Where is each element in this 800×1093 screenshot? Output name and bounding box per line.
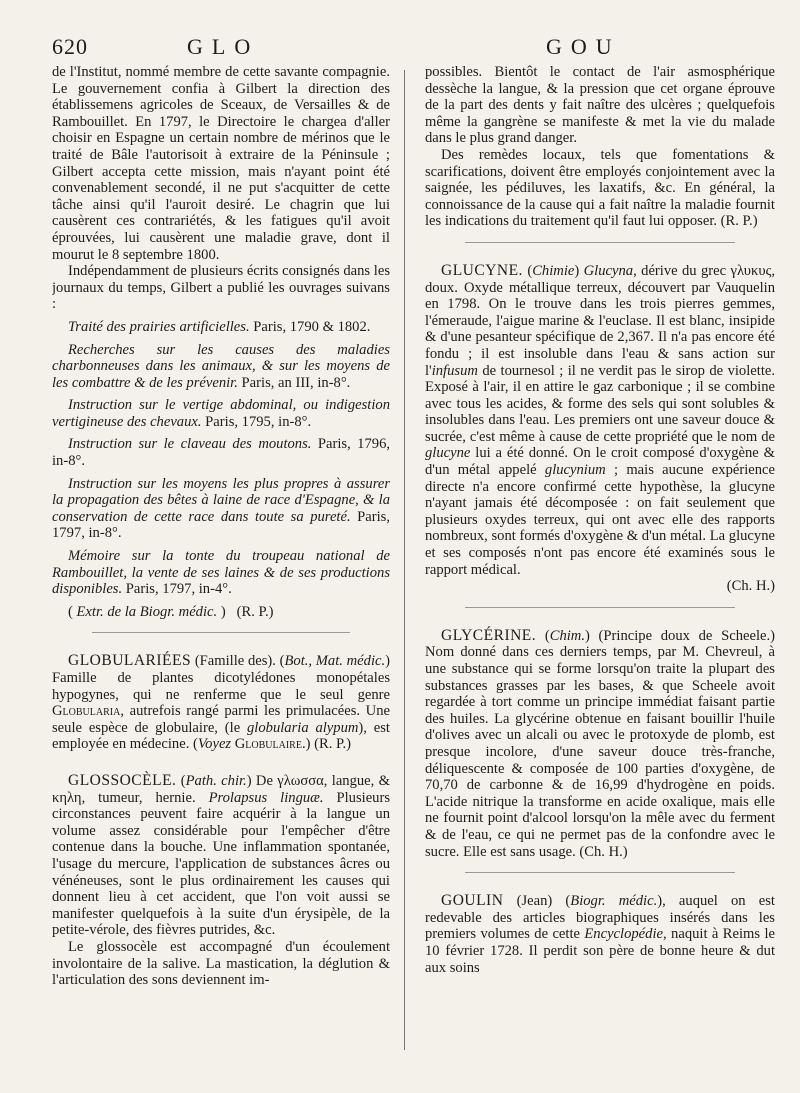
article-glycerine: GLYCÉRINE. (Chim.) (Principe doux de Scheele.) Nom donné dans ces derniers temps, par M. Chevreul, à une substance qui se forme lorsqu'on traite la plupart des substances grasses par les bases, & que Scheele avoit regardée à tort comme un principe immédiat faisant partie des huiles. La glycérine obtenue en faisant bouillir l'huile d'olives avec un alcali ou avec le protoxyde de plomb, est presque incolore, d'une saveur douce très-franche, déliquescente & composée de 100 parties d'oxygène, de 70,70 de carbonne & de 16,99 d'hydrogène en poids. L'acide nitrique la transforme en acide oxalique, mais elle ne fournit point d'alcool lorsqu'on la mêle avec du ferment & de l'eau, ce qui ne permet pas de la confondre avec le sucre. Elle est sans usage. (Ch. H.) xyxy=(425,626,775,860)
article-goulin: GOULIN (Jean) (Biogr. médic.), auquel on est redevable des articles biographiques insérés dans les premiers volumes de cette Encyclopédie, naquit à Reims le 10 février 1728. Il perdit son père de bonne heure & dut aux soins xyxy=(425,892,775,976)
paragraph-continuation: de l'Institut, nommé membre de cette savante compagnie. Le gouvernement confia à Gilbert la direction des établissemens agricoles de Sceaux, de Versailles & de Rambouillet. En 1797, le Directoire le chargea d'aller choisir en Espagne un certain nombre de mérinos que le traité de Bâle l'autorisoit à extraire de la Péninsule ; Gilbert accepta cette mission, mais n'ayant point été convenablement secondé, il ne put s'acquitter de cette tâche ainsi qu'il l'auroit desiré. Le chagrin que lui causèrent ces contrariétés, & les fatigues qu'il avoit éprouvées, lui causèrent une maladie grave, dont il mourut le 8 septembre 1800. xyxy=(52,64,390,263)
work-title: Mémoire sur la tonte du troupeau national de Rambouillet, la vente de ses laines & de ses productions disponibles. xyxy=(52,548,390,598)
article-glucyne: GLUCYNE. (Chimie) Glucyna, dérive du grec γλυκυς, doux. Oxyde métallique terreux, découvert par Vauquelin en 1798. On le trouve dans les trois pierres gemmes, l'émeraude, l'aigue marine & l'euclase. Il est blanc, insipide & d'une pesanteur spécifique de 2,367. Il n'a pas encore été fondu ; il est insoluble dans l'eau & sans action sur l'infusum de tournesol ; il ne verdit pas le sirop de violette. Exposé à l'air, il en attire le gaz carbonique ; il se combine avec tous les acides, & forme des sels qui sont solubles & insolubles dans l'eau. Les premiers ont une saveur douce & sucrée, c'est même à cause de cette propriété que le nom de glucyne lui a été donné. On le croit composé d'oxygène & d'un métal appelé glucynium ; mais aucune expérience directe n'a encore confirmé cette hypothèse, la glucyne n'ayant jamais été décomposée : on fait seulement que plusieurs oxydes terreux, qui ont avec elle des rapports nombreux, sont formés d'oxygène & d'un métal. La glucyne et ses composés n'ont pas encore été examinés sous le rapport médical. xyxy=(425,261,775,578)
article-glossocele: GLOSSOCÈLE. (Path. chir.) De γλωσσα, langue, & κηλη, tumeur, hernie. Prolapsus linguæ. Plusieurs circonstances peuvent faire acquérir à la langue un volume assez considérable pour l'empêcher d'être contenue dans la bouche. Une inflammation spontanée, l'usage du mercure, l'application de substances âcres ou vénéneuses, sont le plus ordinairement les causes qui donnent lieu à cet accident, que l'on voit aussi se manifester quelquefois à la suite d'un érysipèle, de la petite-vérole, des fièvres putrides, &c. xyxy=(52,771,390,939)
right-column xyxy=(425,64,775,1064)
article-separator xyxy=(465,242,735,243)
source-signature: (R. P.) xyxy=(236,603,274,620)
source-italic: Extr. de la Biogr. médic. xyxy=(76,603,218,620)
work-item xyxy=(52,319,390,336)
column-divider xyxy=(404,70,405,1050)
left-column xyxy=(52,64,390,1064)
work-title: Instruction sur le claveau des moutons. xyxy=(68,436,312,453)
work-imprint: Paris, 1790 & 1802. xyxy=(249,318,371,335)
work-imprint: Paris, an III, in-8°. xyxy=(237,374,351,391)
work-imprint: Paris, 1796, in-8°. xyxy=(52,436,390,470)
work-imprint: Paris, 1797, in-8°. xyxy=(52,508,390,542)
signature: (Ch. H.) xyxy=(726,578,775,595)
running-head-left: GLO xyxy=(187,34,260,59)
headword: GLYCÉRINE. xyxy=(441,626,537,644)
article-separator xyxy=(92,632,350,633)
work-item xyxy=(52,548,390,598)
headword: GLOSSOCÈLE. xyxy=(68,771,177,789)
work-title: Recherches sur les causes des maladies charbonneuses dans les animaux, & sur les moyens de les combattre & de les prévenir. xyxy=(52,341,390,391)
paragraph-continuation: possibles. Bientôt le contact de l'air asmosphérique dessèche la langue, & la pression que cet organe éprouve de la part des dents y fait naître des ulcères ; quelquefois même la gangrène se manifeste & met la vie du malade dans le plus grand danger. xyxy=(425,64,775,147)
work-item xyxy=(52,397,390,430)
headword: GOULIN xyxy=(441,892,504,910)
article-separator xyxy=(465,872,735,873)
work-item xyxy=(52,476,390,542)
paragraph-glossocele-2: Le glossocèle est accompagné d'un écoulement involontaire de la salive. La mastication, la déglution & l'articulation des sons deviennent im- xyxy=(52,938,390,989)
paragraph-treatment: Des remèdes locaux, tels que fomentations & scarifications, doivent être employés conjointement avec la saignée, les pédiluves, les laxatifs, &c. En général, la connoissance de la cause qui a fait naître la maladie fournit les indications du traitement qu'il faut lui opposer. (R. P.) xyxy=(425,146,775,230)
work-imprint: Paris, 1795, in-8°. xyxy=(201,413,312,430)
article-globulariees: GLOBULARIÉES (Famille des). (Bot., Mat. médic.) Famille de plantes dicotylédones monopétales hypogynes, qui ne renferme que le seul genre Globularia, autrefois rangé parmi les primulacées. Une seule espèce de globulaire, (le globularia alypum), est employée en médecine. (Voyez Globulaire.) (R. P.) xyxy=(52,652,390,753)
source-line: ( Extr. de la Biogr. médic. ) (R. P.) xyxy=(68,603,274,620)
work-title: Instruction sur le vertige abdominal, ou indigestion vertigineuse des chevaux. xyxy=(52,397,390,430)
work-title: Traité des prairies artificielles. xyxy=(68,318,250,335)
headword: GLUCYNE. xyxy=(441,261,523,279)
running-head-right: GOU xyxy=(546,34,621,59)
headword: GLOBULARIÉES xyxy=(68,652,192,670)
running-header xyxy=(52,34,772,64)
works-list xyxy=(52,319,390,598)
article-separator xyxy=(465,607,735,608)
work-item xyxy=(52,342,390,392)
work-item xyxy=(52,436,390,469)
page-number: 620 xyxy=(52,34,88,59)
work-imprint: Paris, 1797, in-4°. xyxy=(122,581,232,598)
work-title: Instruction sur les moyens les plus propres à assurer la propagation des bêtes à laine de race d'Espagne, & la conservation de cette race dans toute sa pureté. xyxy=(52,475,390,525)
paragraph-works-intro: Indépendamment de plusieurs écrits consignés dans les journaux du temps, Gilbert a publié les ouvrages suivans : xyxy=(52,263,390,313)
